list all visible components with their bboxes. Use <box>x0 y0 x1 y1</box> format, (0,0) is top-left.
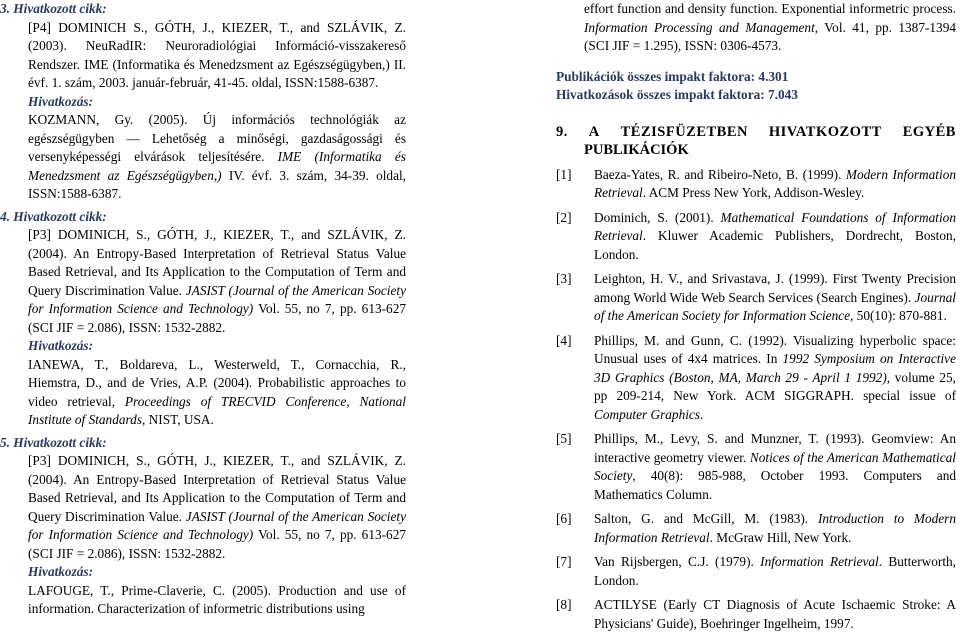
citation-5-text: LAFOUGE, T., Prime-Claverie, C. (2005). Production and use of information. Characterization of informetric distributions using <box>28 582 406 616</box>
reference-item: [1] Baeza-Yates, R. and Ribeiro-Neto, B. (1999). Modern Information Retrieval. ACM Press New York, Addison-Wesley. <box>556 166 956 200</box>
citation-4-label: Hivatkozás: <box>28 338 94 353</box>
left-column <box>0 0 406 619</box>
impact-factor-publications: Publikációk összes impakt faktora: 4.301 <box>556 68 789 84</box>
reference-item: [5] Phillips, M., Levy, S. and Munzner, T. (1993). Geomview: An interactive geometry viewer. Notices of the American Mathematical Society, 40(8): 985-988, October 1993. Computers and Mathematics Column. <box>556 431 956 502</box>
citation-5-label: Hivatkozás: <box>28 564 94 579</box>
impact-factor-citations: Hivatkozások összes impakt faktora: 7.043 <box>556 87 798 102</box>
cited-article-3-label: 3. Hivatkozott cikk: <box>0 1 107 16</box>
reference-item: [2] Dominich, S. (2001). Mathematical Foundations of Information Retrieval. Kluwer Academic Publishers, Dordrecht, Boston, London. <box>556 209 956 262</box>
citation-5-continuation: effort function and density function. Exponential informetric process. Information Processing and Management, Vol. 41, pp. 1387-1394 (SCI JIF = 1.295), ISSN: 0306-4573. <box>584 1 956 53</box>
cited-article-4-reference: [P3] DOMINICH, S., GÓTH, J., KIEZER, T., and SZLÁVIK, Z. (2004). An Entropy-Based Interpretation of Retrieval Status Value Based Retrieval, and Its Application to the Computation of Term and Query Discrimination Value. JASIST (Journal of the American Society for Information Science and Technology) Vol. 55, no 7, pp. 613-627 (SCI JIF = 2.086), ISSN: 1532-2882. <box>28 227 406 335</box>
reference-item: [3] Leighton, H. V., and Srivastava, J. (1999). First Twenty Precision among World Wide Web Search Services (Search Engines). Journal of the American Society for Information Science, 50(10): 870-881. <box>556 271 956 323</box>
cited-article-5-label: 5. Hivatkozott cikk: <box>0 434 107 450</box>
reference-item: [7] Van Rijsbergen, C.J. (1979). Information Retrieval. Butterworth, London. <box>556 554 956 588</box>
cited-article-4-label: 4. Hivatkozott cikk: <box>0 208 107 224</box>
right-column <box>556 0 956 639</box>
section-heading: 9. A TÉZISFÜZETBEN HIVATKOZOTT EGYÉB <box>556 123 956 140</box>
reference-item: [4] Phillips, M. and Gunn, C. (1992). Visualizing hyperbolic space: Unusual uses of 4x4 matrices. In 1992 Symposium on Interactive 3D Graphics (Boston, MA, March 29 - April 1 1992), volume 25, pp 209-214, New York. ACM SIGGRAPH. special issue of Computer Graphics. <box>556 332 956 422</box>
citation-3-text: KOZMANN, Gy. (2005). Új információs technológiák az egészségügyben ― Lehetőség a minőségi, gazdaságossági és versenyképességi elvárások teljesítésére. IME (Informatika és Menedzsment az Egészségügyben,) IV. évf. 3. szám, 34-39. oldal, ISSN:1588-6387. <box>28 112 407 201</box>
cited-article-5-reference: [P3] DOMINICH, S., GÓTH, J., KIEZER, T., and SZLÁVIK, Z. (2004). An Entropy-Based Interpretation of Retrieval Status Value Based Retrieval, and Its Application to the Computation of Term and Query Discrimination Value. JASIST (Journal of the American Society for Information Science and Technology) Vol. 55, no 7, pp. 613-627 (SCI JIF = 2.086), ISSN: 1532-2882. <box>28 453 406 561</box>
citation-4-text: IANEWA, T., Boldareva, L., Westerweld, T., Cornacchia, R., Hiemstra, D., and de Vries, A.P. (2004). Probabilistic approaches to video retrieval, Proceedings of TRECVID Conference, National Institute of Standards, NIST, USA. <box>28 356 406 427</box>
citation-3-label: Hivatkozás: <box>28 93 94 109</box>
cited-article-3-reference: [P4] DOMINICH S., GÓTH, J., KIEZER, T., and SZLÁVIK, Z. (2003). NeuRadIR: Neuroradiológiai Információ-visszakereső Rendszer. IME (Informatika és Menedzsment az Egészségügyben,) II. évf. 1. szám, 2003. január-február, 41-45. oldal, ISSN:1588-6387. <box>28 19 406 90</box>
reference-item: [6] Salton, G. and McGill, M. (1983). Introduction to Modern Information Retrieval. McGraw Hill, New York. <box>556 511 956 545</box>
section-heading-line2: PUBLIKÁCIÓK <box>584 142 689 158</box>
reference-item: [8] ACTILYSE (Early CT Diagnosis of Acute Ischaemic Stroke: A Physicians' Guide), Boehringer Ingelheim, 1997. <box>556 597 956 631</box>
